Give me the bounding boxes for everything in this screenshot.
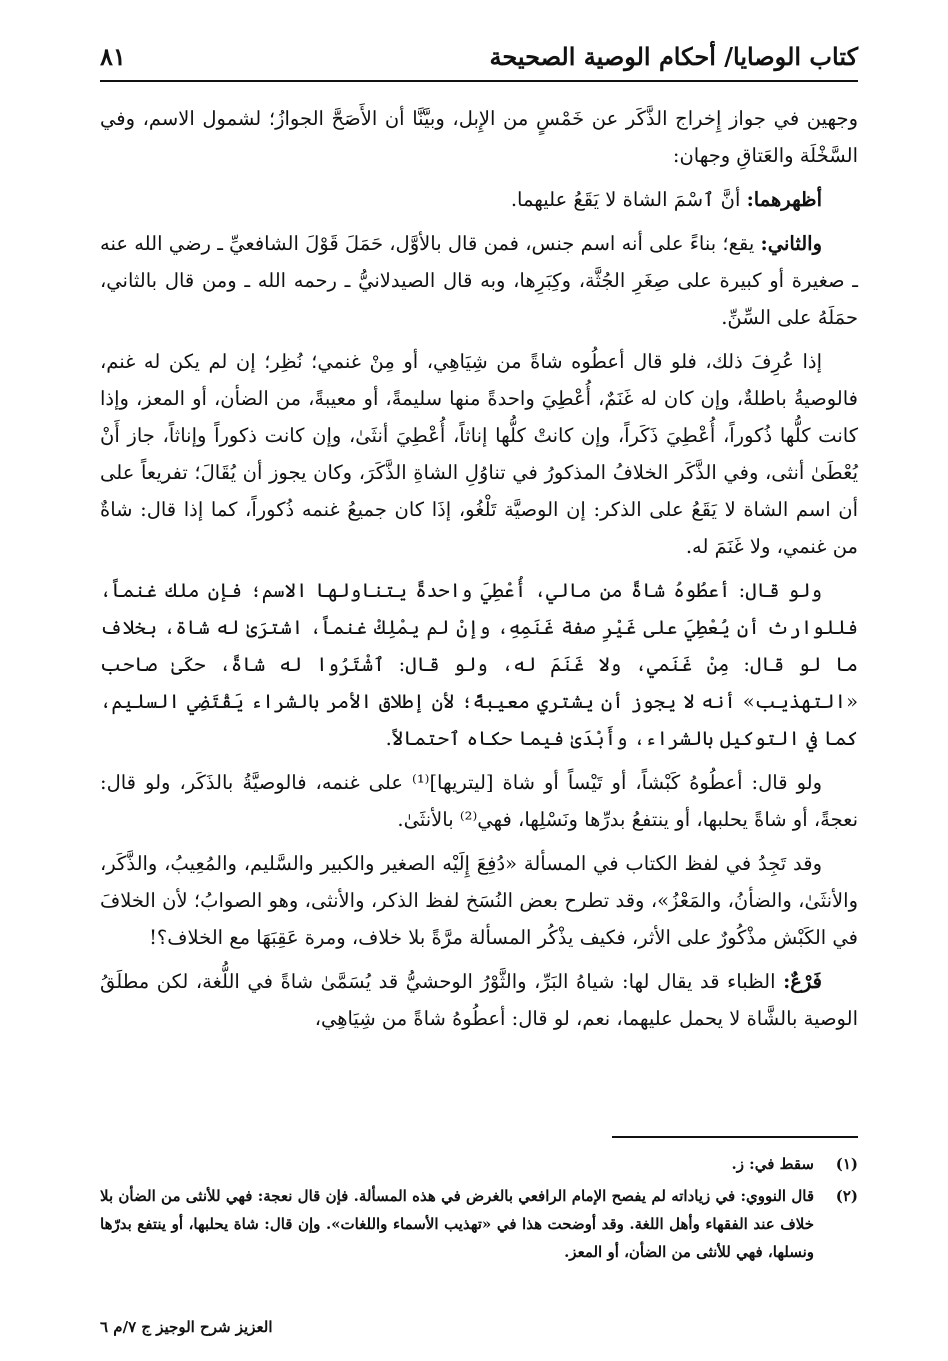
paragraph-text: وقد تَجِدُ في لفظ الكتاب في المسألة «دُفِعَ إِلَيْه الصغير والكبير والسَّليم، والمُعِيبُ، والذَّكَر، والأنثَىٰ، والضأنُ، والمَعْزُ»، وقد تطرح بعض النُسَخ لفظ الذكر، والأنثى، وهو الصوابُ؛ لأن الخلافَ في الكَبْش مذْكُورٌ على الأثر، فكيف يذْكُر المسألة مرَّةً بلا خلاف، ومرة عَقِبَهَا مع الخلاف؟! — [100, 852, 858, 949]
running-header — [100, 34, 858, 84]
paragraph — [100, 225, 858, 336]
chapter-title: كتاب الوصايا/ أحكام الوصية الصحيحة — [489, 42, 858, 71]
paragraph — [100, 572, 858, 757]
paragraph — [100, 343, 858, 565]
footnote-number: (١) — [835, 1155, 858, 1173]
footnote — [100, 1182, 858, 1266]
paragraph-text: يقع؛ بناءً على أنه اسم جنس، فمن قال بالأوَّل، حَمَلَ قَوْلَ الشافعيِّ ـ رضي الله عنه ـ صغيرة أو كبيرة على صِغَرِ الجُثَّة، وكِبَرِها، وبه قال الصيدلانيُّ ـ رحمه الله ـ ومن قال بالثاني، حمَلَهُ على السِّنِّ. — [100, 232, 858, 329]
page-number: ٨١ — [100, 42, 126, 71]
paragraph — [100, 181, 858, 218]
paragraph-lead: فَرْعٌ: — [783, 970, 822, 993]
paragraph-lead: أظهرهما: — [746, 188, 822, 211]
paragraph — [100, 963, 858, 1037]
paragraph-text: أنَّ ٱسْمَ الشاة لا يَقَعُ عليهما. — [510, 188, 747, 211]
main-text — [100, 100, 858, 1044]
paragraph-text: الظباء قد يقال لها: شياهُ البَرِّ، والثَّوْرُ الوحشيُّ قد يُسَمَّىٰ شاةً في اللُّغة، لكن مطلَقُ الوصية بالشَّاة لا يحمل عليهما، نعم، لو قال: أعطُوهُ شاةً من شِيَاهِي، — [100, 970, 858, 1030]
printer-signature: العزيز شرح الوجيز ج ٧/م ٦ — [100, 1318, 273, 1336]
footnote-text: قال النووي: في زياداته لم يفصح الإمام الرافعي بالغرض في هذه المسألة. فإن قال نعجة: فهي للأنثى من الضأن بلا خلاف عند الفقهاء وأهل اللغة. وقد أوضحت هذا في «تهذيب الأسماء واللغات». وإن قال: شاة يحلبها، أو ينتفع بدرّها ونسلها، فهي للأنثى من الضأن، أو المعز. — [100, 1187, 814, 1261]
paragraph — [100, 764, 858, 838]
footnote-divider — [612, 1136, 858, 1138]
header-divider — [100, 80, 858, 82]
footnote-number: (٢) — [835, 1187, 858, 1205]
paragraph — [100, 845, 858, 956]
paragraph-text: وجهين في جواز إِخراج الذَّكَر عن خَمْسٍ من الإِبل، وبيَّنَّا أن الأَصَحَّ الجوازُ؛ لشمول الاسم، وفي السَّخْلَة والعَتاقِ وجهان: — [100, 107, 858, 167]
footnote — [100, 1150, 858, 1178]
footnotes — [100, 1150, 858, 1270]
paragraph — [100, 100, 858, 174]
paragraph-text: ولو قال: أعطُوهُ شاةً من مالي، أُعْطِيَ واحدةً يتناولها الاسم؛ فإن ملك غنماً، فللوارث أن يُعْطِيَ على غَيْرِ صفة غَنَمِهِ، وإنْ لم يمْلِكْ غنماً، اشترَىٰ له شاة، بخلاف ما لو قال: مِنْ غَنَمي، ولا غَنَمَ له، ولو قال: ٱشْتَرُوا له شاةً، حكَىٰ صاحب «التهذيب» أنه لا يجوز أن يشتري معيبةً؛ لأن إطلاق الأمر بالشراء يَقْتَضِي السليم، كما في التوكيل بالشراء، وأَبْدَىٰ فيما حكاه ٱحتمالاً. — [100, 579, 858, 750]
paragraph-text: إذا عُرِفَ ذلك، فلو قال أعطُوه شاةً من شِيَاهِي، أو مِنْ غنمي؛ نُظِر؛ إن لم يكن له غنم، فالوصيةُ باطلةٌ، وإن كان له غَنَمٌ، أُعْطِيَ واحدةً منها سليمةً، أو معيبةً، من الضأن، أو المعز، وإذا كانت كلُّها ذُكوراً، أُعْطِيَ ذَكَراً، وإن كانتْ كلُّها إناثاً، أُعْطِيَ أنثَىٰ، وإن كانت ذكوراً وإناثاً، جاز أَنْ يُعْطَىٰ أنثى، وفي الذَّكَر الخلافُ المذكورُ في تناوُلِ الشاةِ الذَّكَرَ، وكان يجوز أن يُقَالَ؛ تفريعاً على أن اسم الشاة لا يَقَعُ على الذكر: إن الوصيَّة تَلْغُو، إذَا كان جميعُ غنمه ذُكوراً، كما إذا قال: شاةٌ من غنمي، ولا غَنَمَ له. — [100, 350, 858, 558]
paragraph-text: ولو قال: أعطُوهُ كَبْشاً، أو تَيْساً أو شاة [ليتريها]⁽¹⁾ على غنمه، فالوصيَّةُ بالذَكَر، ولو قال: نعجةً، أو شاةً يحلبها، أو ينتفعُ بدرِّها ونَسْلِها، فهي⁽²⁾ بالأنثَىٰ. — [100, 771, 858, 831]
footnote-text: سقط في: ز. — [731, 1155, 814, 1173]
paragraph-lead: والثاني: — [760, 232, 822, 255]
